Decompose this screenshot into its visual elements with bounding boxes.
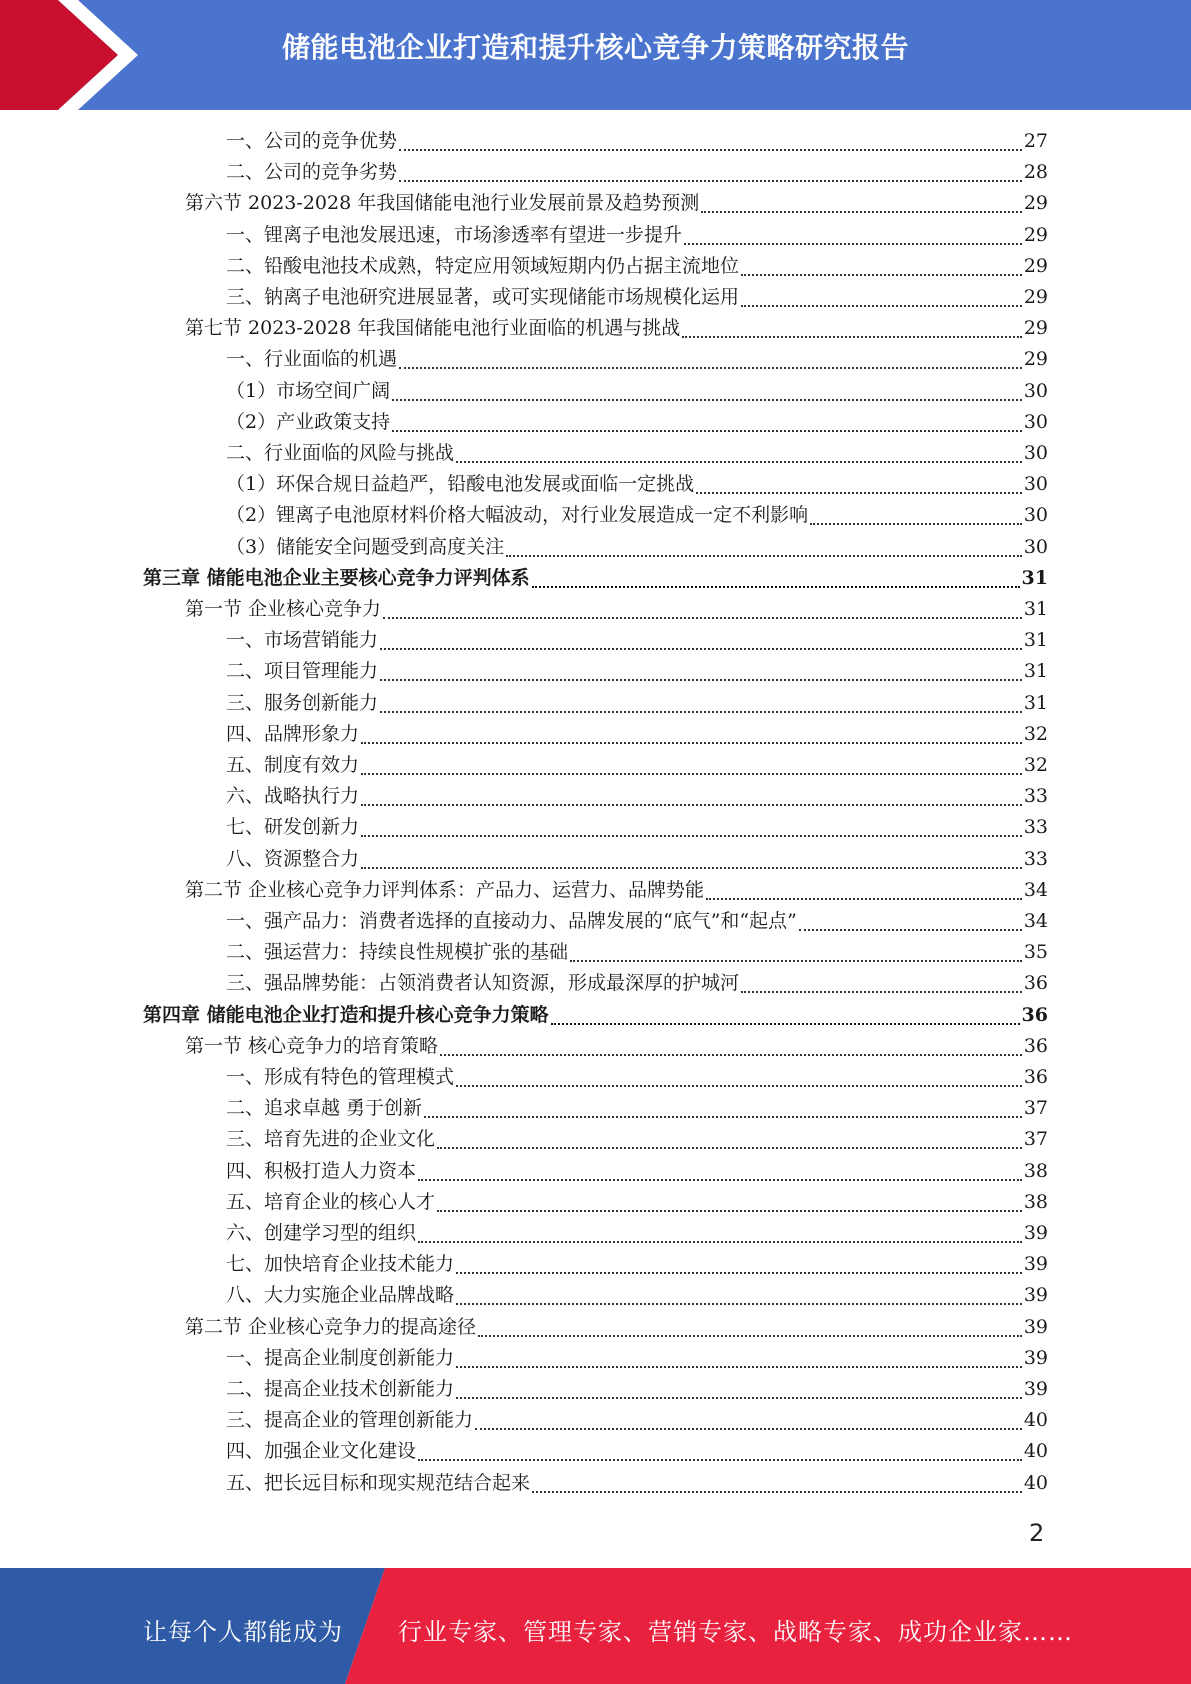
toc-entry-label: 二、公司的竞争劣势 [226,161,398,184]
toc-entry-page: 39 [1023,1222,1048,1244]
toc-entry-page: 38 [1023,1190,1048,1213]
toc-entry-page: 31 [1023,598,1048,620]
toc-dot-leader [684,223,1022,245]
toc-entry[interactable] [226,1251,1048,1277]
toc-entry[interactable] [226,1220,1048,1246]
toc-entry[interactable] [226,534,1048,560]
toc-entry-label: 三、钠离子电池研究进展显著，或可实现储能市场规模化运用 [226,286,740,308]
toc-dot-leader [696,472,1022,494]
toc-dot-leader [456,441,1022,463]
toc-entry[interactable] [226,159,1048,185]
toc-entry-page: 30 [1023,473,1048,496]
toc-entry[interactable] [226,1345,1048,1371]
toc-dot-leader [506,535,1022,557]
toc-entry-page: 31 [1023,660,1048,683]
toc-dot-leader [392,410,1022,432]
toc-entry[interactable] [226,627,1048,653]
toc-entry-page: 33 [1023,847,1048,870]
toc-section-entry[interactable] [185,1314,1048,1340]
toc-entry-label: 一、行业面临的机遇 [226,348,398,371]
toc-entry-page: 39 [1023,1378,1048,1400]
toc-dot-leader [399,347,1022,369]
toc-section-entry[interactable] [185,190,1048,216]
toc-entry-page: 37 [1023,1128,1048,1151]
toc-entry-label: （1）环保合规日益趋严，铅酸电池发展或面临一定挑战 [226,473,695,496]
toc-entry-page: 33 [1023,785,1048,808]
toc-entry-page: 36 [1023,1066,1048,1088]
toc-entry-label: 三、服务创新能力 [226,691,379,714]
toc-entry[interactable] [226,1064,1048,1090]
toc-entry-label: 一、形成有特色的管理模式 [226,1066,455,1088]
toc-entry[interactable] [226,970,1048,996]
toc-entry[interactable] [226,658,1048,684]
footer-slogan-right: 行业专家、管理专家、营销专家、战略专家、成功企业家…… [398,1618,1073,1646]
toc-entry-label: 七、研发创新力 [226,816,360,839]
toc-entry-page: 29 [1023,348,1048,371]
toc-entry-label: 一、公司的竞争优势 [226,130,398,152]
toc-entry[interactable] [226,846,1048,872]
toc-dot-leader [424,1096,1022,1118]
toc-entry-page: 39 [1023,1346,1048,1369]
toc-dot-leader [392,379,1022,401]
toc-entry-label: 五、培育企业的核心人才 [226,1190,436,1213]
toc-entry-label: 三、培育先进的企业文化 [226,1128,436,1151]
toc-dot-leader [456,1346,1022,1368]
toc-entry-label: 三、提高企业的管理创新能力 [226,1409,474,1432]
toc-entry[interactable] [226,814,1048,840]
footer-slogan-left: 让每个人都能成为 [143,1618,343,1646]
toc-entry[interactable] [226,1438,1048,1464]
toc-dot-leader [383,597,1022,619]
toc-entry-page: 32 [1023,722,1048,745]
toc-entry-label: 一、市场营销能力 [226,629,379,652]
toc-entry-page: 38 [1023,1159,1048,1182]
toc-entry-page: 34 [1023,878,1048,901]
toc-entry[interactable] [226,721,1048,747]
toc-dot-leader [456,1252,1022,1274]
toc-dot-leader [361,784,1022,806]
toc-dot-leader [810,503,1022,525]
toc-entry[interactable] [226,440,1048,466]
footer-banner [0,1568,1191,1684]
toc-entry[interactable] [226,690,1048,716]
toc-dot-leader [532,1471,1022,1493]
toc-entry-label: 第七节 2023-2028 年我国储能电池行业面临的机遇与挑战 [185,317,681,340]
toc-entry-page: 29 [1023,223,1048,246]
toc-entry-page: 34 [1023,910,1048,932]
page-number: 2 [1029,1519,1045,1547]
toc-entry-label: 一、锂离子电池发展迅速，市场渗透率有望进一步提升 [226,223,683,246]
toc-entry-page: 33 [1023,816,1048,839]
toc-dot-leader [532,566,1020,588]
toc-dot-leader [682,316,1022,338]
toc-dot-leader [741,971,1022,993]
toc-entry[interactable] [226,1095,1048,1121]
toc-entry-page: 36 [1021,1003,1048,1026]
toc-dot-leader [380,659,1022,681]
toc-entry[interactable] [226,752,1048,778]
toc-entry[interactable] [226,346,1048,372]
toc-dot-leader [706,878,1022,900]
toc-entry-page: 31 [1021,566,1048,589]
toc-dot-leader [418,1159,1022,1181]
toc-entry-label: 第三章 储能电池企业主要核心竞争力评判体系 [143,566,530,589]
toc-entry-label: 第一节 核心竞争力的培育策略 [185,1034,439,1057]
toc-entry-page: 30 [1023,535,1048,558]
toc-dot-leader [380,628,1022,650]
toc-dot-leader [799,909,1022,931]
toc-entry[interactable] [226,253,1048,279]
toc-dot-leader [475,1408,1022,1430]
toc-entry-label: 八、资源整合力 [226,847,360,870]
toc-entry-page: 40 [1023,1471,1048,1494]
toc-entry[interactable] [226,502,1048,528]
toc-entry-page: 37 [1023,1097,1048,1120]
report-title: 储能电池企业打造和提升核心竞争力策略研究报告 [281,31,909,64]
toc-entry-page: 29 [1023,192,1048,215]
toc-entry-label: 二、提高企业技术创新能力 [226,1378,455,1400]
toc-entry-page: 29 [1023,317,1048,340]
toc-chapter-entry[interactable] [143,565,1048,591]
toc-entry[interactable] [226,783,1048,809]
toc-entry-label: 二、强运营力：持续良性规模扩张的基础 [226,941,569,964]
toc-dot-leader [570,940,1022,962]
toc-entry-label: 四、积极打造人力资本 [226,1159,417,1182]
toc-dot-leader [437,1127,1022,1149]
toc-entry-page: 30 [1023,442,1048,464]
toc-section-entry[interactable] [185,596,1048,622]
toc-entry[interactable] [226,284,1048,310]
toc-dot-leader [399,129,1022,151]
toc-entry-label: 一、强产品力：消费者选择的直接动力、品牌发展的“底气”和“起点” [226,910,797,932]
toc-entry-label: 第二节 企业核心竞争力的提高途径 [185,1315,477,1338]
toc-entry-page: 31 [1023,691,1048,714]
toc-entry-label: 四、品牌形象力 [226,722,360,745]
toc-section-entry[interactable] [185,1033,1048,1059]
toc-entry-label: （3）储能安全问题受到高度关注 [226,535,505,558]
toc-chapter-entry[interactable] [143,1002,1048,1028]
toc-entry-page: 40 [1023,1409,1048,1432]
toc-entry-page: 30 [1023,379,1048,402]
toc-dot-leader [478,1315,1022,1337]
toc-entry-label: 七、加快培育企业技术能力 [226,1253,455,1276]
toc-dot-leader [361,753,1022,775]
toc-entry-page: 31 [1023,629,1048,652]
toc-entry-label: 第二节 企业核心竞争力评判体系：产品力、运营力、品牌势能 [185,878,705,901]
toc-entry-page: 36 [1023,1034,1048,1057]
toc-entry-page: 40 [1023,1440,1048,1463]
toc-entry-label: 一、提高企业制度创新能力 [226,1346,455,1369]
toc-entry-page: 27 [1023,130,1048,152]
header-banner [0,0,1191,110]
toc-entry[interactable] [226,908,1048,934]
toc-entry[interactable] [226,1470,1048,1496]
toc-entry[interactable] [226,409,1048,435]
toc-entry-label: 二、项目管理能力 [226,660,379,683]
toc-section-entry[interactable] [185,315,1048,341]
toc-section-entry[interactable] [185,877,1048,903]
toc-entry-label: 二、铅酸电池技术成熟，特定应用领域短期内仍占据主流地位 [226,254,740,277]
toc-entry-page: 35 [1023,941,1048,964]
toc-entry-label: 六、战略执行力 [226,785,360,808]
toc-entry-page: 39 [1023,1315,1048,1338]
toc-entry-label: （2）锂离子电池原材料价格大幅波动，对行业发展造成一定不利影响 [226,504,809,527]
toc-entry-label: 五、制度有效力 [226,754,360,776]
toc-dot-leader [741,285,1022,307]
toc-dot-leader [701,191,1022,213]
toc-entry-page: 30 [1023,410,1048,433]
toc-dot-leader [551,1003,1020,1025]
toc-entry-label: 二、行业面临的风险与挑战 [226,442,455,464]
toc-entry-label: （1）市场空间广阔 [226,379,391,402]
toc-entry-label: 二、追求卓越 勇于创新 [226,1097,423,1120]
toc-entry[interactable] [226,1126,1048,1152]
toc-dot-leader [741,254,1022,276]
toc-entry-page: 29 [1023,286,1048,308]
toc-entry[interactable] [226,471,1048,497]
toc-entry[interactable] [226,1376,1048,1402]
toc-dot-leader [399,160,1022,182]
toc-dot-leader [361,847,1022,869]
toc-entry-page: 36 [1023,972,1048,995]
toc-entry-label: 第四章 储能电池企业打造和提升核心竞争力策略 [143,1003,549,1026]
toc-entry-page: 28 [1023,161,1048,184]
toc-entry-page: 32 [1023,754,1048,776]
toc-dot-leader [361,815,1022,837]
toc-dot-leader [456,1377,1022,1399]
toc-entry-page: 29 [1023,254,1048,277]
toc-entry[interactable] [226,128,1048,154]
toc-dot-leader [440,1034,1022,1056]
toc-entry[interactable] [226,1189,1048,1215]
toc-entry-label: 四、加强企业文化建设 [226,1440,417,1463]
toc-entry-label: 八、大力实施企业品牌战略 [226,1284,455,1307]
toc-entry-label: 第六节 2023-2028 年我国储能电池行业发展前景及趋势预测 [185,192,700,215]
toc-dot-leader [380,691,1022,713]
toc-entry-page: 39 [1023,1253,1048,1276]
toc-dot-leader [456,1283,1022,1305]
toc-entry-label: 六、创建学习型的组织 [226,1222,417,1244]
toc-entry-label: 三、强品牌势能：占领消费者认知资源，形成最深厚的护城河 [226,972,740,995]
toc-dot-leader [361,722,1022,744]
toc-dot-leader [418,1221,1022,1243]
toc-dot-leader [437,1190,1022,1212]
toc-entry[interactable] [226,939,1048,965]
toc-entry-page: 30 [1023,504,1048,527]
toc-entry[interactable] [226,222,1048,248]
toc-entry[interactable] [226,1158,1048,1184]
toc-entry[interactable] [226,1282,1048,1308]
toc-entry-label: 五、把长远目标和现实规范结合起来 [226,1471,531,1494]
toc-entry-page: 39 [1023,1284,1048,1307]
toc-dot-leader [418,1439,1022,1461]
toc-entry-label: （2）产业政策支持 [226,410,391,433]
toc-dot-leader [456,1065,1022,1087]
toc-entry-label: 第一节 企业核心竞争力 [185,598,382,620]
toc-entry[interactable] [226,378,1048,404]
toc-entry[interactable] [226,1407,1048,1433]
